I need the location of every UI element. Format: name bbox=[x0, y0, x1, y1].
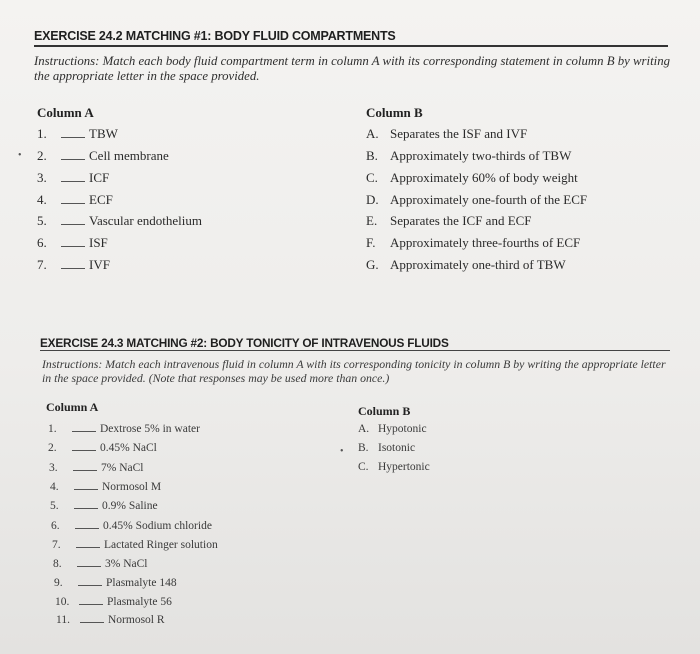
item-number: 11. bbox=[56, 614, 70, 626]
exercise-1-instructions: Instructions: Match each body fluid compartment term in column A with its corresponding statement in column B by writing the appropriate letter in the space provided. bbox=[34, 54, 670, 83]
item-number: 3. bbox=[37, 170, 47, 185]
item-term: 7% NaCl bbox=[101, 462, 144, 474]
ex2-b-row bbox=[358, 442, 415, 454]
item-number: 9. bbox=[54, 577, 63, 589]
exercise-2-title: EXERCISE 24.3 MATCHING #2: BODY TONICITY OF INTRAVENOUS FLUIDS bbox=[40, 336, 449, 350]
option-text: Separates the ISF and IVF bbox=[390, 126, 528, 141]
ex2-b-row bbox=[358, 461, 430, 473]
option-letter: E. bbox=[366, 213, 378, 228]
ex2-a-row bbox=[54, 575, 177, 589]
ex1-b-row bbox=[366, 213, 532, 229]
option-text: Isotonic bbox=[378, 442, 416, 454]
ex2-a-row bbox=[48, 440, 157, 454]
answer-blank[interactable] bbox=[75, 518, 99, 529]
ex2-a-row bbox=[55, 594, 172, 608]
option-letter: A. bbox=[366, 126, 379, 141]
option-letter: D. bbox=[366, 192, 379, 207]
ex2-a-row bbox=[50, 479, 161, 493]
exercise-1-title: EXERCISE 24.2 MATCHING #1: BODY FLUID COMPARTMENTS bbox=[34, 29, 396, 43]
answer-blank[interactable] bbox=[61, 171, 85, 182]
option-text: Approximately one-third of TBW bbox=[390, 257, 566, 272]
ex1-b-row bbox=[366, 126, 527, 142]
item-term: Lactated Ringer solution bbox=[104, 539, 218, 551]
ex2-a-row bbox=[53, 556, 147, 570]
option-text: Approximately 60% of body weight bbox=[390, 170, 578, 185]
item-term: ICF bbox=[89, 170, 110, 185]
answer-blank[interactable] bbox=[78, 575, 102, 586]
item-term: Plasmalyte 148 bbox=[106, 577, 177, 589]
item-term: 3% NaCl bbox=[105, 558, 148, 570]
answer-blank[interactable] bbox=[72, 440, 96, 451]
exercise-2-column-b-header: Column B bbox=[358, 404, 411, 418]
ex1-b-row bbox=[366, 170, 578, 186]
option-letter: F. bbox=[366, 235, 376, 250]
option-text: Hypertonic bbox=[378, 461, 430, 473]
item-term: Normosol M bbox=[102, 481, 162, 493]
option-letter: A. bbox=[358, 423, 370, 435]
answer-blank[interactable] bbox=[61, 258, 85, 269]
exercise-2-column-a-header: Column A bbox=[46, 400, 99, 414]
answer-blank[interactable] bbox=[73, 460, 97, 471]
option-text: Separates the ICF and ECF bbox=[390, 213, 532, 228]
option-letter: C. bbox=[366, 170, 378, 185]
item-term: Vascular endothelium bbox=[89, 213, 202, 228]
answer-blank[interactable] bbox=[61, 214, 85, 225]
item-number: 6. bbox=[37, 235, 47, 250]
item-number: 4. bbox=[50, 481, 59, 493]
margin-mark: • bbox=[18, 150, 22, 161]
item-number: 10. bbox=[55, 596, 70, 608]
exercise-1-column-a-header: Column A bbox=[37, 105, 94, 120]
item-term: Dextrose 5% in water bbox=[100, 423, 200, 435]
ex1-b-row bbox=[366, 192, 587, 208]
option-text: Hypotonic bbox=[378, 423, 427, 435]
ex2-a-row bbox=[50, 498, 158, 512]
item-number: 7. bbox=[52, 539, 61, 551]
ex1-a-row bbox=[37, 170, 109, 186]
item-term: 0.9% Saline bbox=[102, 500, 158, 512]
exercise-1-column-b-header: Column B bbox=[366, 105, 423, 120]
answer-blank[interactable] bbox=[61, 193, 85, 204]
item-number: 2. bbox=[37, 148, 47, 163]
ex1-a-row bbox=[37, 192, 113, 208]
answer-blank[interactable] bbox=[76, 537, 100, 548]
item-term: Normosol R bbox=[108, 614, 165, 626]
item-number: 7. bbox=[37, 257, 47, 272]
ex1-a-row bbox=[37, 235, 108, 251]
item-number: 2. bbox=[48, 442, 57, 454]
ex2-a-row bbox=[56, 612, 165, 626]
answer-blank[interactable] bbox=[77, 556, 101, 567]
option-text: Approximately three-fourths of ECF bbox=[390, 235, 581, 250]
item-term: Cell membrane bbox=[89, 148, 169, 163]
exercise-2-rule bbox=[40, 350, 670, 351]
option-letter: C. bbox=[358, 461, 369, 473]
option-letter: B. bbox=[366, 148, 378, 163]
item-number: 1. bbox=[37, 126, 47, 141]
answer-blank[interactable] bbox=[74, 479, 98, 490]
ex2-a-row bbox=[52, 537, 218, 551]
item-term: IVF bbox=[89, 257, 110, 272]
exercise-2-instructions: Instructions: Match each intravenous fluid in column A with its corresponding tonicity in column B by writing the appropriate letter in the space provided. (Note that responses may be used more than once.) bbox=[42, 357, 666, 385]
ex1-a-row bbox=[37, 257, 110, 273]
item-term: ISF bbox=[89, 235, 108, 250]
item-number: 3. bbox=[49, 462, 58, 474]
answer-blank[interactable] bbox=[61, 236, 85, 247]
exercise-1-rule bbox=[34, 45, 668, 47]
item-term: 0.45% NaCl bbox=[100, 442, 157, 454]
answer-blank[interactable] bbox=[72, 421, 96, 432]
item-term: 0.45% Sodium chloride bbox=[103, 520, 212, 532]
item-term: Plasmalyte 56 bbox=[107, 596, 172, 608]
option-text: Approximately two-thirds of TBW bbox=[390, 148, 572, 163]
ex2-b-row bbox=[358, 423, 427, 435]
item-term: ECF bbox=[89, 192, 113, 207]
margin-mark: • bbox=[340, 446, 344, 457]
answer-blank[interactable] bbox=[74, 498, 98, 509]
ex2-a-row bbox=[49, 460, 143, 474]
option-letter: B. bbox=[358, 442, 369, 454]
ex1-b-row bbox=[366, 148, 571, 164]
ex2-a-row bbox=[48, 421, 200, 435]
ex1-b-row bbox=[366, 257, 566, 273]
ex1-a-row bbox=[37, 126, 118, 142]
ex1-a-row bbox=[37, 148, 169, 164]
option-letter: G. bbox=[366, 257, 379, 272]
option-text: Approximately one-fourth of the ECF bbox=[390, 192, 588, 207]
ex1-b-row bbox=[366, 235, 580, 251]
item-number: 6. bbox=[51, 520, 60, 532]
item-number: 5. bbox=[37, 213, 47, 228]
item-number: 1. bbox=[48, 423, 57, 435]
ex1-a-row bbox=[37, 213, 202, 229]
item-number: 8. bbox=[53, 558, 62, 570]
answer-blank[interactable] bbox=[79, 594, 103, 605]
answer-blank[interactable] bbox=[80, 612, 104, 623]
item-number: 5. bbox=[50, 500, 59, 512]
answer-blank[interactable] bbox=[61, 149, 85, 160]
item-term: TBW bbox=[89, 126, 118, 141]
ex2-a-row bbox=[51, 518, 212, 532]
item-number: 4. bbox=[37, 192, 47, 207]
answer-blank[interactable] bbox=[61, 127, 85, 138]
